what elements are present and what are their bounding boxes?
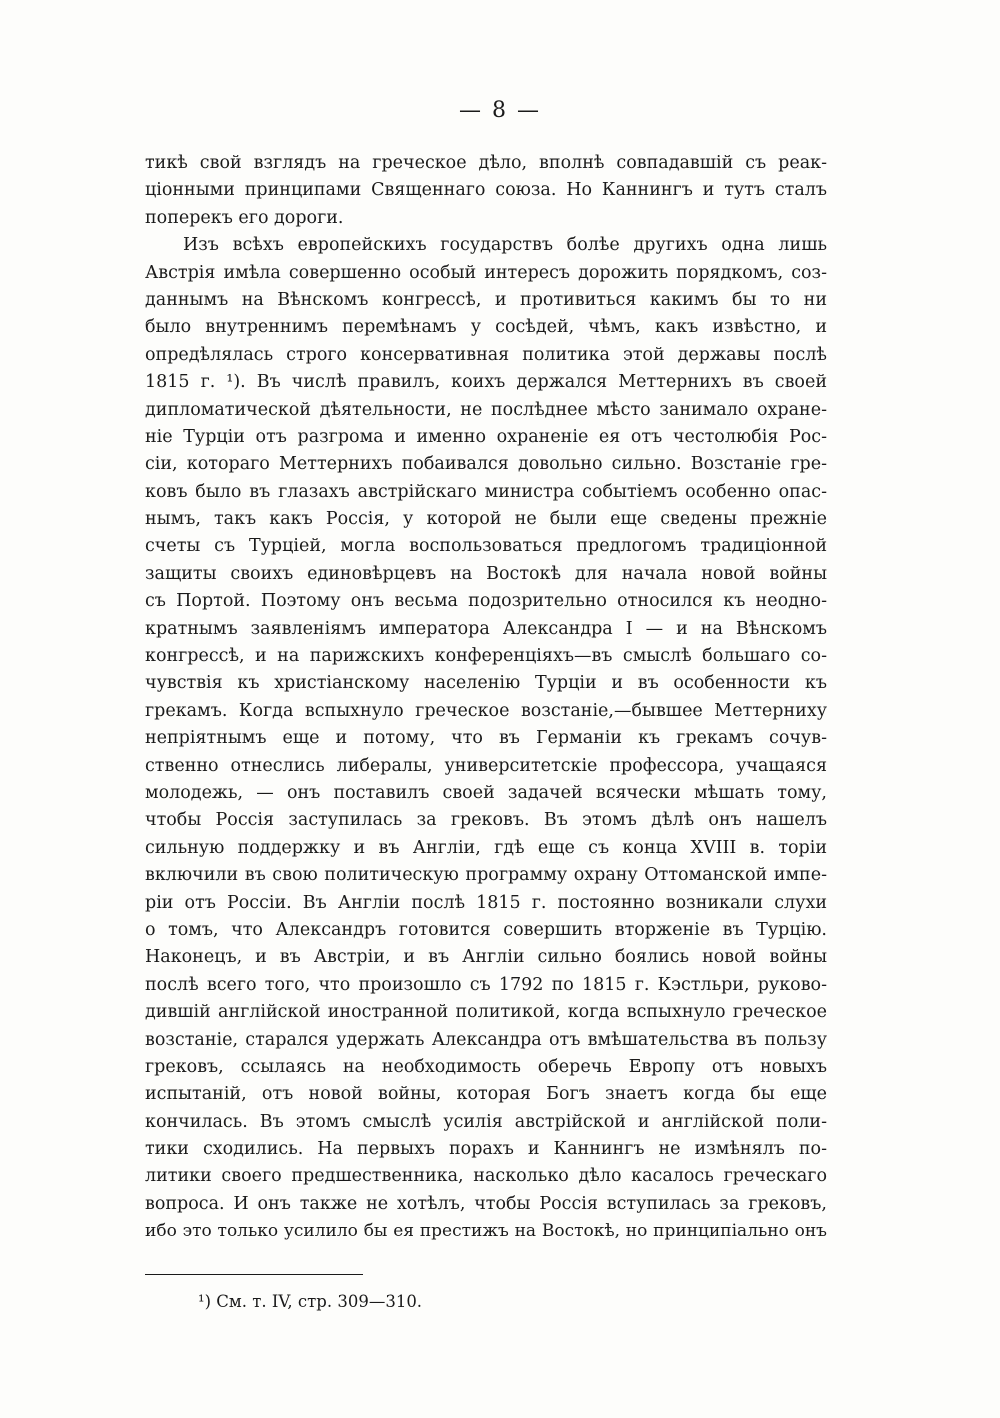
text-line: вопроса. И онъ также не хотѣлъ, чтобы Россiя вступилась за грековъ, [145, 1193, 827, 1214]
text-line: дипломатической дѣятельности, не послѣднее мѣсто занимало охране- [145, 399, 827, 420]
text-line: рiи отъ Россiи. Въ Англiи послѣ 1815 г. постоянно возникали слухи [145, 892, 827, 913]
text-line: чтобы Россiя заступилась за грековъ. Въ этомъ дѣлѣ онъ нашелъ [145, 810, 827, 831]
text-line: тики сходились. На первыхъ порахъ и Каннингъ не измѣнялъ по- [145, 1139, 827, 1160]
text-line: послѣ всего того, что произошло съ 1792 по 1815 г. Кэстльри, руково- [145, 974, 827, 995]
text-line: сiи, котораго Меттернихъ побаивался довольно сильно. Возстанiе гре- [145, 454, 827, 475]
text-line: счеты съ Турцiей, могла воспользоваться предлогомъ традицiонной [145, 536, 827, 557]
text-line: включили въ свою политическую программу охрану Оттоманской импе- [145, 865, 827, 886]
text-line: ибо это только усилило бы ея престижъ на Востокѣ, но принципiально онъ [145, 1221, 827, 1242]
text-line: литики своего предшественника, насколько дѣло касалось греческаго [145, 1166, 827, 1187]
text-line: дившiй англiйской иностранной политикой, когда вспыхнуло греческое [145, 1002, 827, 1023]
text-line: грекамъ. Когда вспыхнуло греческое возстанiе,—бывшее Меттерниху [145, 700, 827, 721]
text-line: кратнымъ заявленiямъ императора Александра I — и на Вѣнскомъ [145, 618, 827, 639]
text-line: 1815 г. ¹). Въ числѣ правилъ, коихъ держался Меттернихъ въ своей [145, 372, 827, 393]
text-line: непрiятнымъ еще и потому, что въ Германiи къ грекамъ сочув- [145, 728, 827, 749]
text-line: Австрiя имѣла совершенно особый интересъ дорожить порядкомъ, соз- [145, 262, 827, 283]
text-line: грековъ, ссылаясь на необходимость оберечь Европу отъ новыхъ [145, 1056, 827, 1077]
text-line: сильную поддержку и въ Англiи, гдѣ еще съ конца XVIII в. торiи [145, 837, 827, 858]
page-number: — 8 — [459, 98, 541, 123]
body-text [145, 150, 827, 1246]
text-line: конгрессѣ, и на парижскихъ конференцiяхъ—въ смыслѣ большаго со- [145, 646, 827, 667]
text-line: даннымъ на Вѣнскомъ конгрессѣ, и противиться какимъ бы то ни [145, 289, 827, 310]
text-line: съ Портой. Поэтому онъ весьма подозрительно относился къ неодно- [145, 591, 827, 612]
text-line: было внутреннимъ перемѣнамъ у сосѣдей, чѣмъ, какъ извѣстно, и [145, 317, 827, 338]
text-line: Наконецъ, и въ Австрiи, и въ Англiи сильно боялись новой войны [145, 947, 827, 968]
text-line: кончилась. Въ этомъ смыслѣ усилiя австрiйской и англiйской поли- [145, 1111, 827, 1132]
text-line: возстанiе, старался удержать Александра отъ вмѣшательства въ пользу [145, 1029, 827, 1050]
text-line: тикѣ свой взглядъ на греческое дѣло, вполнѣ совпадавшiй съ реак- [145, 153, 827, 173]
footnote: ¹) См. т. IV, стр. 309—310. [198, 1292, 423, 1311]
text-line: о томъ, что Александръ готовится совершить вторженiе въ Турцiю. [145, 919, 827, 940]
text-line: испытанiй, отъ новой войны, которая Богъ знаетъ когда бы еще [145, 1084, 827, 1105]
text-line: поперекъ его дороги. [145, 207, 344, 228]
text-line: молодежь, — онъ поставилъ своей задачей всячески мѣшать тому, [145, 782, 827, 803]
text-line: защиты своихъ единовѣрцевъ на Востокѣ для начала новой войны [145, 563, 827, 584]
paragraph-start-line: Изъ всѣхъ европейскихъ государствъ болѣе другихъ одна лишь [183, 235, 827, 256]
text-line: нымъ, такъ какъ Россiя, у которой не были еще сведены прежнiе [145, 509, 827, 530]
text-line: ственно отнеслись либералы, университетскiе профессора, учащаяся [145, 755, 827, 776]
footnote-divider [145, 1274, 363, 1275]
text-line: нiе Турцiи отъ разгрома и именно охраненiе ея отъ честолюбiя Рос- [145, 426, 827, 447]
text-line: цiонными принципами Священнаго союза. Но Каннингъ и тутъ сталъ [145, 180, 827, 201]
text-line: ковъ было въ глазахъ австрiйскаго министра событiемъ особенно опас- [145, 481, 827, 502]
text-line: опредѣлялась строго консервативная политика этой державы послѣ [145, 344, 827, 365]
text-line: чувствiя къ христiанскому населенiю Турцiи и въ особенности къ [145, 673, 827, 694]
